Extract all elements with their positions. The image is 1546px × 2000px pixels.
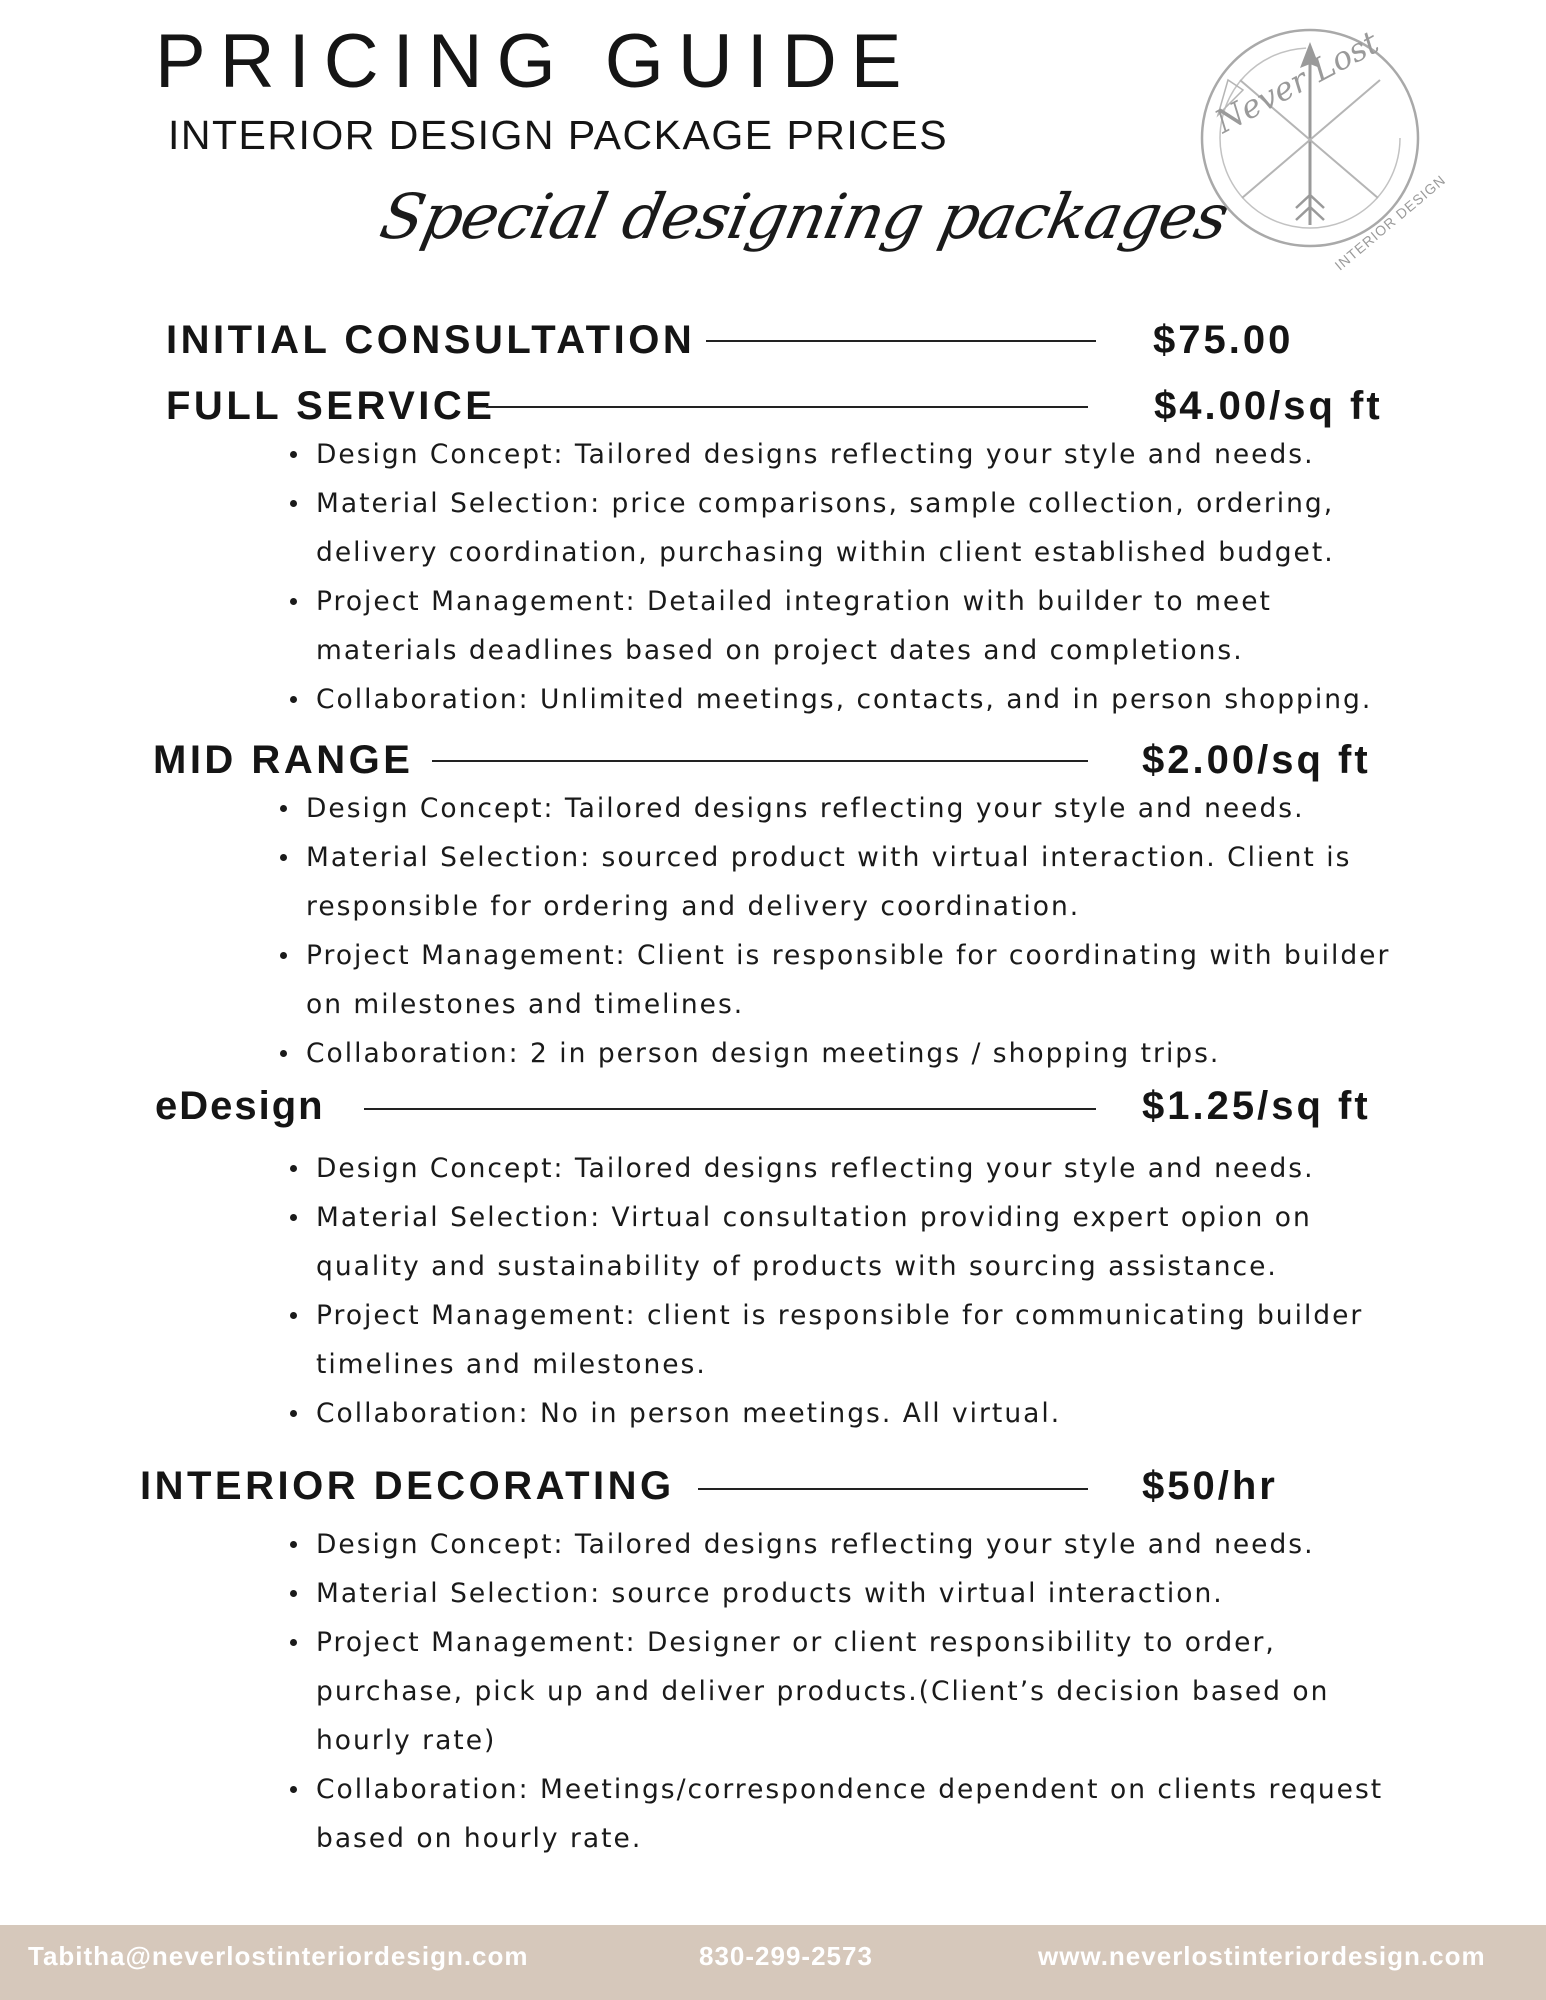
logo-top-text: Never Lost — [1208, 23, 1385, 141]
package-feature-list — [286, 1520, 1416, 1863]
list-item: Material Selection: Virtual consultation providing expert opion on quality and sustainability of products with sourcing assistance. — [286, 1193, 1416, 1291]
package-price: $75.00 — [1153, 318, 1294, 362]
package-name: INITIAL CONSULTATION — [166, 318, 696, 362]
footer-website-link[interactable]: www.neverlostinteriordesign.com — [1038, 1941, 1486, 1971]
package-price: $2.00/sq ft — [1142, 738, 1371, 782]
page-subtitle: INTERIOR DESIGN PACKAGE PRICES — [168, 112, 949, 158]
list-item: Collaboration: No in person meetings. All virtual. — [286, 1389, 1416, 1438]
package-feature-list — [276, 784, 1396, 1078]
leader-line — [432, 760, 1088, 762]
script-tagline: Special designing packages — [374, 180, 1235, 253]
list-item: Material Selection: price comparisons, sample collection, ordering, delivery coordination, purchasing within client established budget. — [286, 479, 1416, 577]
leader-line — [698, 1488, 1088, 1490]
leader-line — [706, 340, 1096, 342]
package-feature-list — [286, 1144, 1416, 1438]
package-name: eDesign — [155, 1084, 325, 1128]
list-item: Project Management: Detailed integration with builder to meet materials deadlines based on project dates and completions. — [286, 577, 1416, 675]
footer-email-link[interactable]: Tabitha@neverlostinteriordesign.com — [28, 1941, 529, 1971]
package-price: $1.25/sq ft — [1142, 1084, 1371, 1128]
list-item: Material Selection: sourced product with virtual interaction. Client is responsible for ordering and delivery coordination. — [276, 833, 1396, 931]
brand-logo — [1188, 20, 1449, 274]
arrow-compass-icon — [1188, 20, 1449, 274]
list-item: Project Management: Client is responsible for coordinating with builder on milestones and timelines. — [276, 931, 1396, 1029]
list-item: Project Management: client is responsible for communicating builder timelines and milestones. — [286, 1291, 1416, 1389]
footer-phone-link[interactable]: 830-299-2573 — [699, 1941, 873, 1971]
package-name: FULL SERVICE — [166, 384, 496, 428]
list-item: Design Concept: Tailored designs reflecting your style and needs. — [286, 1144, 1416, 1193]
list-item: Design Concept: Tailored designs reflecting your style and needs. — [286, 1520, 1416, 1569]
list-item: Collaboration: 2 in person design meetings / shopping trips. — [276, 1029, 1396, 1078]
package-name: INTERIOR DECORATING — [140, 1464, 675, 1508]
list-item: Design Concept: Tailored designs reflecting your style and needs. — [276, 784, 1396, 833]
package-price: $50/hr — [1142, 1464, 1278, 1508]
list-item: Collaboration: Meetings/correspondence dependent on clients request based on hourly rate. — [286, 1765, 1416, 1863]
list-item: Project Management: Designer or client responsibility to order, purchase, pick up and deliver products.(Client’s decision based on hourly rate) — [286, 1618, 1416, 1765]
list-item: Collaboration: Unlimited meetings, contacts, and in person shopping. — [286, 675, 1416, 724]
package-feature-list — [286, 430, 1416, 724]
page-title: PRICING GUIDE — [155, 19, 916, 104]
leader-line — [364, 1108, 1096, 1110]
logo-bottom-text: INTERIOR DESIGN — [1331, 171, 1449, 274]
list-item: Design Concept: Tailored designs reflecting your style and needs. — [286, 430, 1416, 479]
package-name: MID RANGE — [153, 738, 414, 782]
list-item: Material Selection: source products with virtual interaction. — [286, 1569, 1416, 1618]
leader-line — [486, 406, 1088, 408]
package-price: $4.00/sq ft — [1154, 384, 1383, 428]
